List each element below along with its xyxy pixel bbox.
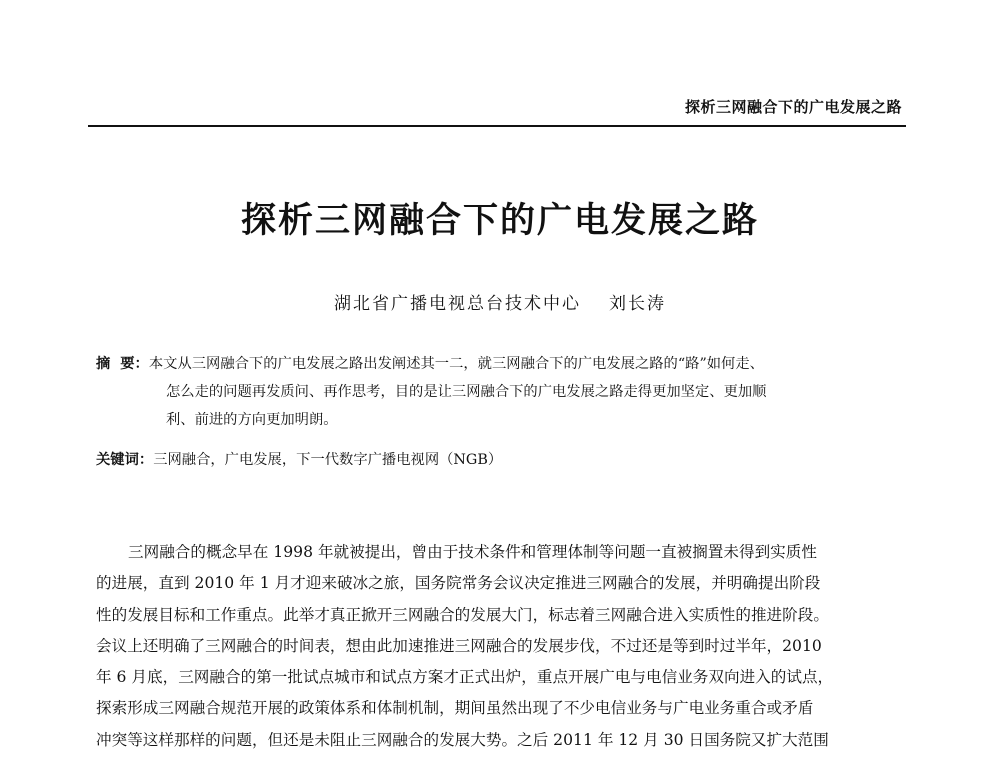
abstract-line: 怎么走的问题再发质问、再作思考，目的是让三网融合下的广电发展之路走得更加坚定、更加顺	[166, 384, 767, 400]
body-line: 的进展，直到 2010 年 1 月才迎来破冰之旅，国务院常务会议决定推进三网融合的发展，并明确提出阶段	[96, 574, 821, 593]
body-line: 会议上还明确了三网融合的时间表，想由此加速推进三网融合的发展步伐，不过还是等到时过半年，2010	[96, 636, 822, 655]
body-paragraph	[96, 537, 916, 756]
abstract	[96, 350, 916, 434]
body-line: 三网融合的概念早在 1998 年就被提出，曾由于技术条件和管理体制等问题一直被搁置未得到实质性	[128, 543, 817, 561]
keywords	[96, 448, 916, 472]
abstract-line	[96, 350, 916, 378]
author-affiliation: 湖北省广播电视总台技术中心	[334, 294, 581, 314]
abstract-label: 摘 要：	[96, 356, 149, 372]
running-head: 探析三网融合下的广电发展之路	[684, 98, 902, 116]
body-line: 探索形成三网融合规范开展的政策体系和体制机制，期间虽然出现了不少电信业务与广电业务重合或矛盾	[96, 699, 814, 718]
abstract-line: 利、前进的方向更加明朗。	[166, 412, 338, 428]
body-line: 性的发展目标和工作重点。此举才真正掀开三网融合的发展大门，标志着三网融合进入实质性的推进阶段。	[96, 605, 829, 624]
body-line: 年 6 月底，三网融合的第一批试点城市和试点方案才正式出炉，重点开展广电与电信业务双向进入的试点，	[96, 668, 834, 687]
body-line: 冲突等这样那样的问题，但还是未阻止三网融合的发展大势。之后 2011 年 12 月 30 日国务院又扩大范围	[96, 730, 829, 749]
author-name: 刘长涛	[609, 294, 666, 314]
paper-title: 探析三网融合下的广电发展之路	[240, 201, 759, 241]
keywords-text: 三网融合，广电发展，下一代数字广播电视网（NGB）	[153, 452, 503, 468]
abstract-text: 本文从三网融合下的广电发展之路出发阐述其一二，就三网融合下的广电发展之路的“路”如何走、	[148, 356, 764, 372]
author-line	[0, 289, 1000, 314]
keywords-label: 关键词：	[96, 452, 154, 468]
header-rule	[88, 125, 906, 127]
